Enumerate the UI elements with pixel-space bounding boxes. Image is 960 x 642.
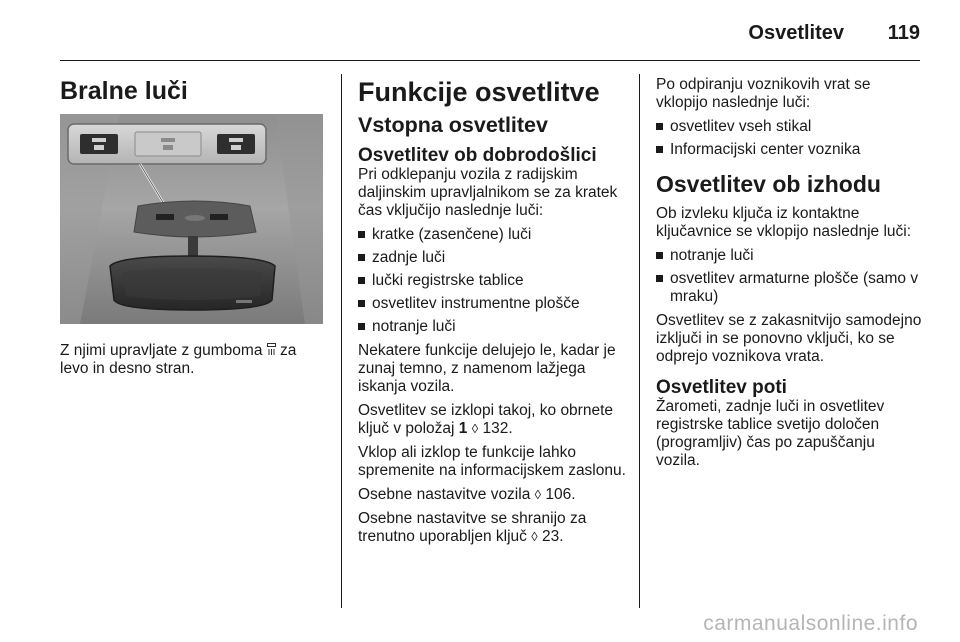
list-item: osvetlitev instrumentne plošče (358, 295, 628, 313)
doors-intro: Po odpiranju voznikovih vrat se vklopijo naslednje luči: (656, 76, 871, 111)
page-number: 119 (887, 22, 920, 44)
reference-icon: ◊ (534, 487, 542, 502)
list-item: osvetlitev vseh stikal (656, 118, 922, 136)
section-heading-reading-lights: Bralne luči (60, 77, 188, 105)
heading-exit-lighting: Osvetlitev ob izhodu (656, 171, 881, 197)
header-rule (60, 60, 920, 61)
list-item: notranje luči (656, 247, 922, 265)
page-reference[interactable]: 106. (545, 486, 576, 503)
list-item: lučki registrske tablice (358, 272, 628, 290)
page-reference[interactable]: 23. (541, 528, 564, 545)
welcome-lights-list (358, 226, 628, 336)
reference-icon: ◊ (531, 529, 538, 544)
list-item: notranje luči (358, 318, 628, 336)
column-divider-2 (639, 74, 640, 608)
paragraph-saved-key: Osebne nastavitve se shranijo za trenutno uporabljen ključ ◊ 23. (358, 510, 587, 545)
page-header-title: Osvetlitev (748, 22, 844, 44)
list-item: zadnje luči (358, 249, 628, 267)
paragraph-dark-only: Nekatere funkcije delujejo le, kadar je zunaj temno, z namenom lažjega iskanja vozila. (358, 342, 616, 395)
paragraph-personal-settings: Osebne nastavitve vozila ◊ 106. (358, 486, 576, 503)
page-reference[interactable]: 132. (482, 420, 513, 437)
ignition-position: 1 (458, 420, 468, 437)
paragraph-info-display: Vklop ali izklop te funkcije lahko spremenite na informacijskem zaslonu. (358, 444, 626, 479)
heading-welcome-lighting: Osvetlitev ob dobrodošlici (358, 145, 597, 166)
exit-lights-list (656, 247, 922, 306)
list-item: osvetlitev armaturne plošče (samo v mraku) (656, 270, 922, 306)
reading-lights-photo (60, 114, 323, 324)
reading-lamp-icon (267, 343, 276, 356)
center-console-cover (135, 132, 201, 156)
exit-intro: Ob izvleku ključa iz kontaktne ključavnice se vklopijo naslednje luči: (656, 205, 912, 240)
column-divider-1 (341, 74, 342, 608)
list-item: kratke (zasenčene) luči (358, 226, 628, 244)
left-reading-lamp-button (80, 134, 118, 154)
right-reading-lamp-button (217, 134, 255, 154)
right-column (656, 76, 922, 476)
middle-column (358, 76, 628, 552)
path-lighting-text: Žarometi, zadnje luči in osvetlitev registrske tablice svetijo določen (programljiv) čas po zapuščanju vozila. (656, 398, 885, 469)
paragraph-switch-off: Osvetlitev se izklopi takoj, ko obrnete ključ v položaj 1 ◊ 132. (358, 402, 614, 437)
reference-icon: ◊ (471, 421, 479, 436)
doors-lights-list (656, 118, 922, 159)
heading-path-lighting: Osvetlitev poti (656, 377, 787, 398)
watermark: carmanualsonline.info (703, 612, 918, 635)
reading-lights-caption: Z njimi upravljate z gumboma za levo in desno stran. (60, 342, 297, 377)
welcome-intro: Pri odklepanju vozila z radijskim daljinskim upravljalnikom se za kratek čas vključijo naslednje luči: (358, 166, 618, 219)
section-heading-lighting-functions: Funkcije osvetlitve (358, 77, 600, 107)
subheading-entry-lighting: Vstopna osvetlitev (358, 113, 548, 137)
list-item: Informacijski center voznika (656, 141, 922, 159)
left-column (60, 76, 325, 378)
exit-auto-off: Osvetlitev se z zakasnitvijo samodejno izključi in se ponovno vključi, ko se odprejo voznikova vrata. (656, 312, 922, 365)
